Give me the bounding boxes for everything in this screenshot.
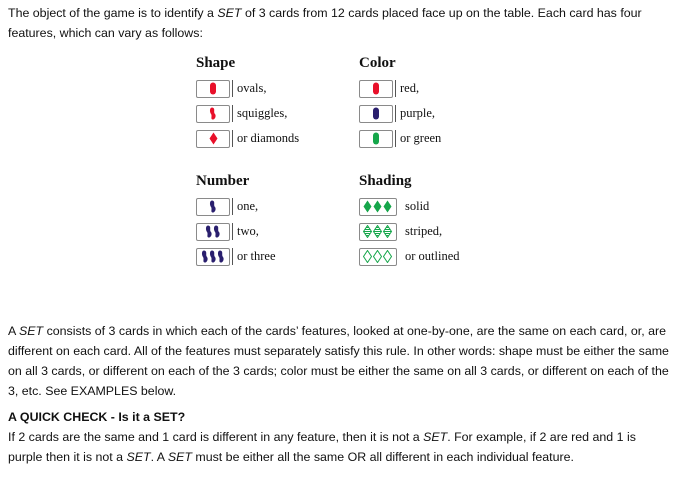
shading-row-outlined (359, 244, 460, 269)
intro-text-1: The object of the game is to identify a (8, 6, 218, 20)
shape-row-ovals (196, 76, 299, 101)
rules-text-2: consists of 3 cards in which each of the cards’ features, looked at one-by-one, are the same on each card, or, are different on each card. All of the features must separately satisfy this rule. In other words: shape must be either the same on all 3 cards, or different on each of the 3 cards; color must be either the same on all 3 cards, or different on each of the 3, etc. See EXAMPLES below. (8, 324, 669, 398)
color-label-purple: purple, (395, 105, 435, 122)
set-term: SET (126, 450, 151, 464)
shading-label-striped: striped, (405, 224, 443, 238)
color-row-red (359, 76, 441, 101)
color-feature-group (359, 54, 441, 151)
shape-label-diamonds: or diamonds (232, 130, 299, 147)
one-squiggle-icon (196, 198, 230, 216)
number-row-three (196, 244, 276, 269)
rules-text-1: A (8, 324, 20, 338)
number-row-two (196, 219, 276, 244)
purple-oval-icon (359, 105, 393, 123)
number-title: Number (196, 173, 250, 189)
color-label-green: or green (395, 130, 441, 147)
number-label-two: two, (232, 223, 259, 240)
number-label-one: one, (232, 198, 258, 215)
quick-check-paragraph (8, 427, 670, 467)
two-squiggles-icon (196, 223, 230, 241)
shading-row-striped (359, 219, 460, 244)
color-row-purple (359, 101, 441, 126)
intro-text-2: of 3 cards from 12 cards placed face up on the table. Each card has four features, which can vary as follows: (8, 6, 642, 40)
qc-text-4: must be either all the same OR all different in each individual feature. (191, 450, 574, 464)
color-label-red: red, (395, 80, 419, 97)
number-label-three: or three (232, 248, 276, 265)
shape-label-ovals: ovals, (232, 80, 267, 97)
red-diamond-icon (196, 130, 230, 148)
number-feature-group (196, 172, 276, 269)
set-term: SET (19, 324, 44, 338)
outlined-diamonds-icon (359, 248, 397, 266)
color-row-green (359, 126, 441, 151)
shape-feature-group (196, 54, 299, 151)
red-squiggle-icon (196, 105, 230, 123)
shape-row-squiggles (196, 101, 299, 126)
striped-diamonds-icon (359, 223, 397, 241)
number-row-one (196, 194, 276, 219)
green-oval-icon (359, 130, 393, 148)
color-title: Color (359, 55, 396, 71)
shape-label-squiggles: squiggles, (232, 105, 287, 122)
shading-label-solid: solid (405, 199, 430, 213)
intro-paragraph (8, 3, 670, 43)
qc-text-1: If 2 cards are the same and 1 card is different in any feature, then it is not a (8, 430, 424, 444)
red-oval-icon (196, 80, 230, 98)
qc-text-3: . A (150, 450, 168, 464)
three-squiggles-icon (196, 248, 230, 266)
shape-title: Shape (196, 55, 236, 71)
solid-diamonds-icon (359, 198, 397, 216)
red-oval-icon (359, 80, 393, 98)
set-term: SET (167, 450, 192, 464)
qc-text-2: . For example, if 2 are red and 1 is purple then it is not a (8, 430, 636, 464)
shading-feature-group (359, 172, 460, 269)
set-term: SET (217, 6, 242, 20)
quick-check-heading: A QUICK CHECK - Is it a SET? (8, 410, 186, 424)
shading-label-outlined: or outlined (405, 249, 460, 263)
rules-paragraph (8, 321, 670, 401)
shading-row-solid (359, 194, 460, 219)
shading-title: Shading (359, 173, 412, 189)
shape-row-diamonds (196, 126, 299, 151)
set-term: SET (423, 430, 448, 444)
